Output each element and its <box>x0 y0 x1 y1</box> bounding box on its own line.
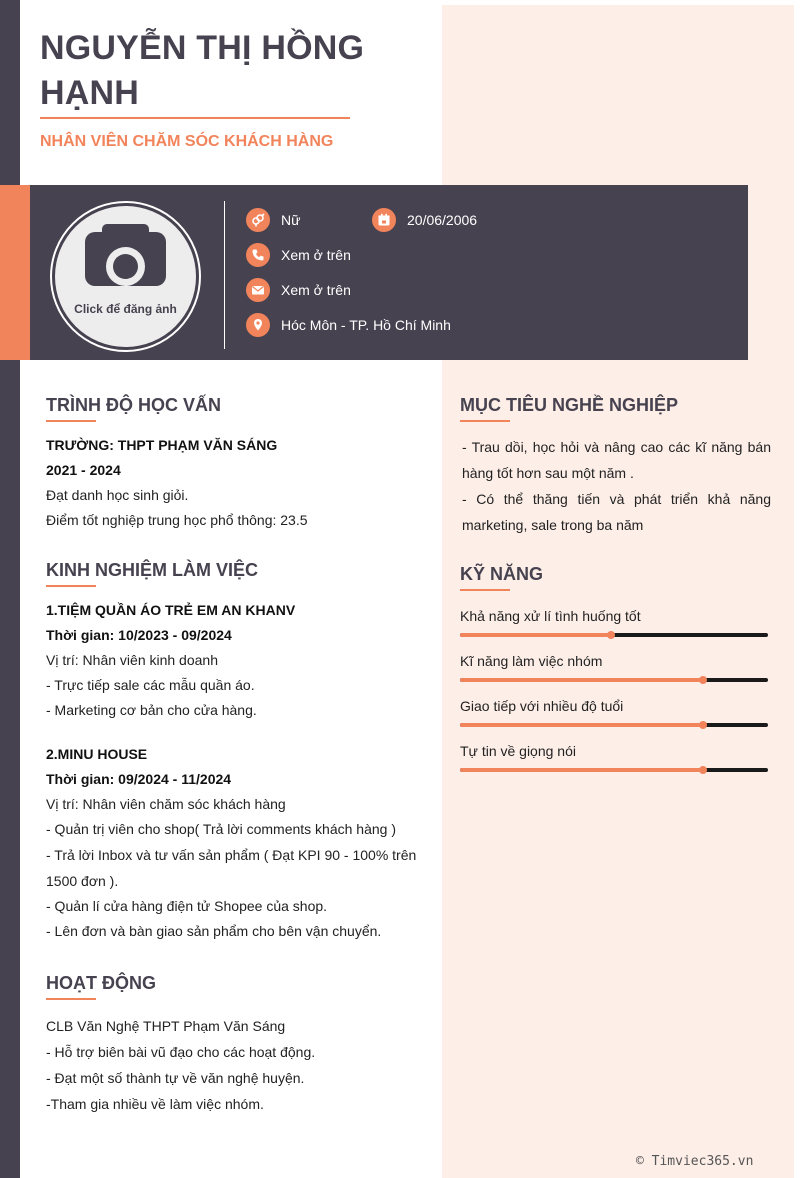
right-column-background <box>442 5 794 1178</box>
calendar-icon <box>372 208 396 232</box>
objective-underline <box>460 420 510 422</box>
name-underline <box>40 117 350 119</box>
job-line: - Quản trị viên cho shop( Trả lời comments khách hàng ) <box>46 821 396 837</box>
objective-section <box>462 434 771 538</box>
skill-name: Tự tin về giọng nói <box>460 743 576 759</box>
address-value: Hóc Môn - TP. Hồ Chí Minh <box>281 317 451 333</box>
job-period: Thời gian: 09/2024 - 11/2024 <box>46 771 232 787</box>
skill-bar-fill <box>460 768 703 772</box>
job-line: - Marketing cơ bản cho cửa hàng. <box>46 702 257 718</box>
phone-row <box>246 242 351 268</box>
experience-title: KINH NGHIỆM LÀM VIỆC <box>46 560 259 580</box>
job-line: - Quản lí cửa hàng điện tử Shopee của shop. <box>46 898 328 914</box>
skill-item <box>460 652 770 682</box>
skill-bar-handle <box>607 631 615 639</box>
skill-item <box>460 607 770 637</box>
job-company: 2.MINU HOUSE <box>46 746 148 762</box>
email-value: Xem ở trên <box>281 282 351 298</box>
avatar-upload[interactable] <box>55 206 196 347</box>
activity-line: - Đạt một số thành tự về văn nghệ huyện. <box>46 1070 305 1086</box>
phone-icon <box>246 243 270 267</box>
skill-item <box>460 742 770 772</box>
skill-bar <box>460 633 768 637</box>
education-section <box>46 433 426 533</box>
job-line: Vị trí: Nhân viên kinh doanh <box>46 652 218 668</box>
job-period: Thời gian: 10/2023 - 09/2024 <box>46 627 232 643</box>
skill-bar <box>460 678 768 682</box>
address-row <box>246 312 451 338</box>
education-years: 2021 - 2024 <box>46 462 121 478</box>
objective-title: MỤC TIÊU NGHỀ NGHIỆP <box>460 395 679 415</box>
skill-item <box>460 697 770 727</box>
banner-accent <box>0 185 30 360</box>
birthdate-value: 20/06/2006 <box>407 212 478 228</box>
job-line: Vị trí: Nhân viên chăm sóc khách hàng <box>46 796 286 812</box>
activities-underline <box>46 998 96 1000</box>
experience-job-1 <box>46 598 426 723</box>
left-decor-bar <box>0 0 20 1178</box>
skill-bar-fill <box>460 633 611 637</box>
footer-credit[interactable]: © Timviec365.vn <box>636 1154 754 1169</box>
experience-underline <box>46 585 96 587</box>
candidate-name: NGUYỄN THỊ HỒNG HẠNH <box>40 29 365 112</box>
job-line: - Lên đơn và bàn giao sản phẩm cho bên vận chuyển. <box>46 923 382 939</box>
activities-section <box>46 1013 426 1117</box>
banner-divider <box>224 201 225 349</box>
phone-value: Xem ở trên <box>281 247 351 263</box>
skill-bar <box>460 723 768 727</box>
gender-row <box>246 207 300 233</box>
skills-title: KỸ NĂNG <box>460 564 544 584</box>
email-icon <box>246 278 270 302</box>
job-line: - Trực tiếp sale các mẫu quần áo. <box>46 677 255 693</box>
activity-line: -Tham gia nhiều về làm việc nhóm. <box>46 1096 264 1112</box>
education-line: Đạt danh học sinh giỏi. <box>46 487 189 503</box>
activity-line: CLB Văn Nghệ THPT Phạm Văn Sáng <box>46 1018 286 1034</box>
job-line: - Trả lời Inbox và tư vấn sản phẩm ( Đạt KPI 90 - 100% trên 1500 đơn ). <box>46 847 417 889</box>
birthdate-row <box>372 207 477 233</box>
job-company: 1.TIỆM QUẦN ÁO TRẺ EM AN KHANV <box>46 602 296 618</box>
gender-value: Nữ <box>281 212 301 228</box>
skill-bar <box>460 768 768 772</box>
location-icon <box>246 313 270 337</box>
avatar-upload-label: Click để đăng ảnh <box>74 302 177 316</box>
skill-bar-fill <box>460 723 703 727</box>
education-underline <box>46 420 96 422</box>
experience-job-2 <box>46 742 426 944</box>
gender-icon <box>246 208 270 232</box>
skills-underline <box>460 589 510 591</box>
skill-name: Kĩ năng làm việc nhóm <box>460 653 603 669</box>
skill-name: Giao tiếp với nhiều độ tuổi <box>460 698 624 714</box>
skill-bar-fill <box>460 678 703 682</box>
education-school: TRƯỜNG: THPT PHẠM VĂN SÁNG <box>46 437 278 453</box>
education-line: Điểm tốt nghiệp trung học phổ thông: 23.5 <box>46 512 308 528</box>
skill-name: Khả năng xử lí tình huống tốt <box>460 608 641 624</box>
education-title: TRÌNH ĐỘ HỌC VẤN <box>46 395 221 415</box>
objective-line: - Có thể thăng tiến và phát triển khả năng marketing, sale trong ba năm <box>462 491 771 533</box>
activities-title: HOẠT ĐỘNG <box>46 973 156 993</box>
job-title: NHÂN VIÊN CHĂM SÓC KHÁCH HÀNG <box>40 133 334 150</box>
objective-line: - Trau dồi, học hỏi và nâng cao các kĩ năng bán hàng tốt hơn sau một năm . <box>462 439 771 481</box>
activity-line: - Hỗ trợ biên bài vũ đạo cho các hoạt động. <box>46 1044 316 1060</box>
email-row <box>246 277 351 303</box>
